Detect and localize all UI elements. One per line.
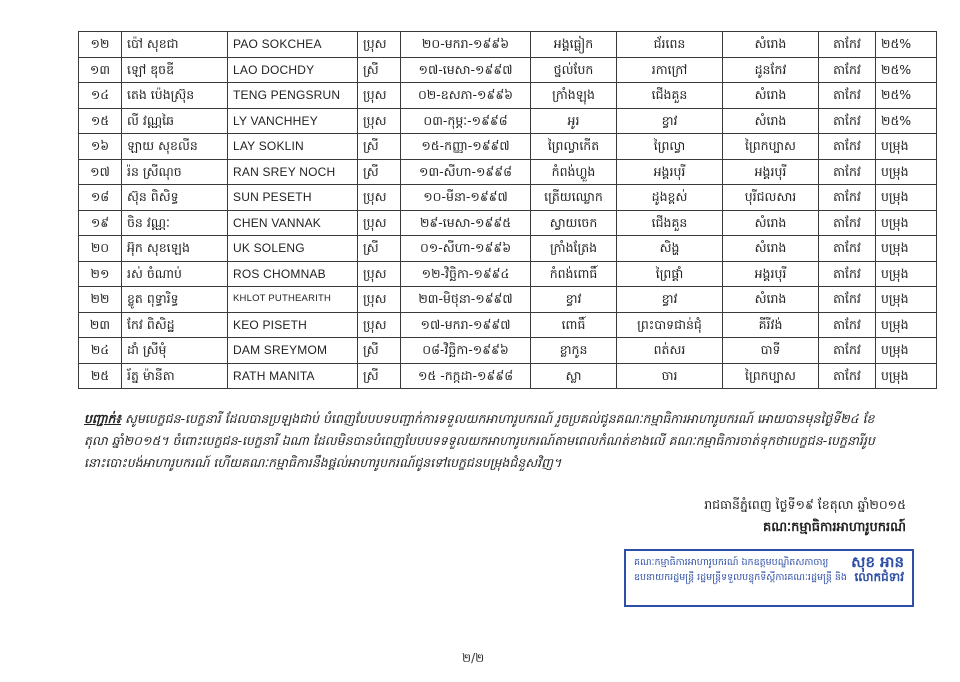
cell-sex: ប្រុស bbox=[358, 108, 401, 134]
cell-status: បម្រុង bbox=[876, 159, 937, 185]
cell-latin-name: LAY SOKLIN bbox=[228, 134, 358, 160]
cell-latin-name: ROS CHOMNAB bbox=[228, 261, 358, 287]
stamp-name-1: សុខ អាន bbox=[851, 553, 904, 571]
cell-no: ១៦ bbox=[79, 134, 122, 160]
cell-birth-village: កំពង់ហ្លួង bbox=[531, 159, 617, 185]
cell-no: ២០ bbox=[79, 236, 122, 262]
cell-birth-village: ស្វាយចេក bbox=[531, 210, 617, 236]
cell-status: ២៥% bbox=[876, 32, 937, 58]
cell-sex: ស្រី bbox=[358, 338, 401, 364]
cell-no: ១៧ bbox=[79, 159, 122, 185]
cell-dob: ១២-វិច្ឆិកា-១៩៩៤ bbox=[401, 261, 531, 287]
cell-birth-village: កំពង់ពោធិ៍ bbox=[531, 261, 617, 287]
cell-birth-commune: ពត់សរ bbox=[617, 338, 723, 364]
office-signature-title: គណៈកម្មាធិការអាហារូបករណ៍ bbox=[763, 520, 906, 535]
cell-province: តាកែវ bbox=[819, 57, 876, 83]
cell-dob: ២០-មករា-១៩៩៦ bbox=[401, 32, 531, 58]
cell-status: បម្រុង bbox=[876, 312, 937, 338]
table-row bbox=[79, 32, 937, 58]
cell-latin-name: PAO SOKCHEA bbox=[228, 32, 358, 58]
cell-latin-name: RATH MANITA bbox=[228, 363, 358, 389]
cell-status: បម្រុង bbox=[876, 338, 937, 364]
table-row bbox=[79, 83, 937, 109]
stamp-line-2: ឧបនាយករដ្ឋមន្ត្រី រដ្ឋមន្ត្រីទទួលបន្ទុកទីស្ដីការគណៈរដ្ឋមន្ត្រី និង bbox=[634, 572, 847, 583]
cell-sex: ស្រី bbox=[358, 57, 401, 83]
cell-sex: ស្រី bbox=[358, 159, 401, 185]
cell-birth-district: សំរោង bbox=[723, 108, 819, 134]
cell-sex: ប្រុស bbox=[358, 261, 401, 287]
cell-birth-commune: ខ្វាវ bbox=[617, 287, 723, 313]
cell-sex: ស្រី bbox=[358, 363, 401, 389]
cell-status: បម្រុង bbox=[876, 210, 937, 236]
table-body bbox=[79, 32, 937, 389]
cell-khmer-name: ឡៅ ឌុចឌី bbox=[122, 57, 228, 83]
cell-khmer-name: តេង ប៉េងស្រ៊ុន bbox=[122, 83, 228, 109]
cell-latin-name: RAN SREY NOCH bbox=[228, 159, 358, 185]
stamp-row-1 bbox=[634, 555, 904, 570]
table-row bbox=[79, 312, 937, 338]
stamp-row-2 bbox=[634, 570, 904, 585]
cell-dob: ០២-ឧសភា-១៩៩៦ bbox=[401, 83, 531, 109]
cell-birth-village: អូរ bbox=[531, 108, 617, 134]
cell-no: ២៥ bbox=[79, 363, 122, 389]
cell-province: តាកែវ bbox=[819, 261, 876, 287]
cell-dob: ១៥ -កក្កដា-១៩៩៨ bbox=[401, 363, 531, 389]
cell-birth-commune: ព្រះបាទជាន់ជុំ bbox=[617, 312, 723, 338]
cell-province: តាកែវ bbox=[819, 338, 876, 364]
note-text: សូមបេក្ខជន-បេក្ខនារី ដែលបានប្រឡងជាប់ បំពេញបែបបទបញ្ជាក់ការទទួលយកអាហារូបករណ៍ រួចប្រគល់ជូនគណៈកម្មាធិការអាហារូបករណ៍ អោយបានមុនថ្ងៃទី២៤ ខែតុលា ឆ្នាំ២០១៥។ ចំពោះបេក្ខជន-បេក្ខនារី ឯណា ដែលមិនបានបំពេញបែបបទទទួលយកអាហារូបករណ៍តាមពេលកំណត់ខាងលើ គណៈកម្មាធិការចាត់ទុកថាបេក្ខជន-បេក្ខនារីរូបនោះបោះបង់អាហារូបករណ៍ ហើយគណៈកម្មាធិការនឹងផ្ដល់អាហារូបករណ៍ជូនទៅបេក្ខជនបម្រុងជំនួសវិញ។ bbox=[84, 411, 875, 470]
cell-province: តាកែវ bbox=[819, 236, 876, 262]
cell-birth-district: សំរោង bbox=[723, 236, 819, 262]
cell-dob: ១៧-មករា-១៩៩៧ bbox=[401, 312, 531, 338]
cell-khmer-name: លី វណ្ណឆៃ bbox=[122, 108, 228, 134]
note-label: បញ្ជាក់៖ bbox=[84, 411, 121, 426]
table-row bbox=[79, 287, 937, 313]
cell-latin-name: LAO DOCHDY bbox=[228, 57, 358, 83]
cell-dob: ១៣-សីហា-១៩៩៨ bbox=[401, 159, 531, 185]
cell-khmer-name: រ័ត្ន ម៉ានីតា bbox=[122, 363, 228, 389]
cell-no: ១៨ bbox=[79, 185, 122, 211]
cell-no: ២២ bbox=[79, 287, 122, 313]
cell-status: បម្រុង bbox=[876, 261, 937, 287]
table-row bbox=[79, 210, 937, 236]
cell-birth-commune: ព្រៃផ្គាំ bbox=[617, 261, 723, 287]
cell-dob: ១០-មីនា-១៩៩៧ bbox=[401, 185, 531, 211]
cell-no: ១៤ bbox=[79, 83, 122, 109]
cell-birth-village: ខ្លាកូន bbox=[531, 338, 617, 364]
cell-birth-village: ស្លា bbox=[531, 363, 617, 389]
cell-birth-district: គីរីវង់ bbox=[723, 312, 819, 338]
cell-status: ២៥% bbox=[876, 108, 937, 134]
cell-latin-name: LY VANCHHEY bbox=[228, 108, 358, 134]
cell-province: តាកែវ bbox=[819, 83, 876, 109]
table-row bbox=[79, 338, 937, 364]
cell-sex: ប្រុស bbox=[358, 210, 401, 236]
cell-birth-district: អង្គរបុរី bbox=[723, 261, 819, 287]
table-row bbox=[79, 159, 937, 185]
cell-latin-name: KEO PISETH bbox=[228, 312, 358, 338]
cell-birth-district: សំរោង bbox=[723, 83, 819, 109]
cell-no: ២៤ bbox=[79, 338, 122, 364]
cell-dob: ១៥-កញ្ញា-១៩៩៧ bbox=[401, 134, 531, 160]
cell-birth-village: អង្គធ្លៀក bbox=[531, 32, 617, 58]
cell-province: តាកែវ bbox=[819, 159, 876, 185]
cell-province: តាកែវ bbox=[819, 363, 876, 389]
cell-birth-commune: ដូងខ្ពស់ bbox=[617, 185, 723, 211]
cell-no: ១៣ bbox=[79, 57, 122, 83]
cell-birth-village: ត្រើយឈ្លោក bbox=[531, 185, 617, 211]
cell-province: តាកែវ bbox=[819, 287, 876, 313]
cell-birth-village: ខ្វាវ bbox=[531, 287, 617, 313]
official-stamp bbox=[624, 549, 914, 607]
cell-status: បម្រុង bbox=[876, 363, 937, 389]
cell-khmer-name: រស់ ចំណាប់ bbox=[122, 261, 228, 287]
cell-no: ១៩ bbox=[79, 210, 122, 236]
cell-birth-village: ក្រាំងឡុង bbox=[531, 83, 617, 109]
cell-birth-commune: រកាក្រៅ bbox=[617, 57, 723, 83]
cell-latin-name: SUN PESETH bbox=[228, 185, 358, 211]
cell-birth-commune: អង្គរបុរី bbox=[617, 159, 723, 185]
cell-status: បម្រុង bbox=[876, 236, 937, 262]
cell-birth-village: ថ្នល់បែក bbox=[531, 57, 617, 83]
cell-birth-commune: ជើងគួន bbox=[617, 210, 723, 236]
cell-sex: ប្រុស bbox=[358, 32, 401, 58]
cell-dob: ២៣-មិថុនា-១៩៩៧ bbox=[401, 287, 531, 313]
table-row bbox=[79, 57, 937, 83]
cell-khmer-name: កែវ ពិសិដ្ឋ bbox=[122, 312, 228, 338]
cell-province: តាកែវ bbox=[819, 134, 876, 160]
cell-no: ២៣ bbox=[79, 312, 122, 338]
cell-province: តាកែវ bbox=[819, 185, 876, 211]
cell-birth-village: ក្រាំងត្រែង bbox=[531, 236, 617, 262]
table-row bbox=[79, 134, 937, 160]
cell-status: បម្រុង bbox=[876, 287, 937, 313]
cell-khmer-name: ដាំ ស្រីមុំ bbox=[122, 338, 228, 364]
cell-province: តាកែវ bbox=[819, 32, 876, 58]
cell-birth-commune: ជ័រពេន bbox=[617, 32, 723, 58]
cell-birth-village: ព្រៃល្វាកើត bbox=[531, 134, 617, 160]
table-row bbox=[79, 108, 937, 134]
table-row bbox=[79, 261, 937, 287]
cell-sex: ប្រុស bbox=[358, 185, 401, 211]
table-row bbox=[79, 236, 937, 262]
cell-province: តាកែវ bbox=[819, 312, 876, 338]
cell-birth-commune: សិង្ហ bbox=[617, 236, 723, 262]
cell-khmer-name: ចិន វណ្ណៈ bbox=[122, 210, 228, 236]
cell-no: ១២ bbox=[79, 32, 122, 58]
cell-latin-name: CHEN VANNAK bbox=[228, 210, 358, 236]
cell-khmer-name: ប៉ៅ សុខជា bbox=[122, 32, 228, 58]
cell-birth-village: ពោធិ៍ bbox=[531, 312, 617, 338]
stamp-line-1: គណៈកម្មាធិការអាហារូបករណ៍ ឯកឧត្តមបណ្ឌិតសភាចារ្យ bbox=[634, 557, 829, 568]
cell-sex: ស្រី bbox=[358, 236, 401, 262]
cell-status: បម្រុង bbox=[876, 185, 937, 211]
cell-birth-commune: ព្រៃល្វា bbox=[617, 134, 723, 160]
cell-no: ១៥ bbox=[79, 108, 122, 134]
cell-dob: ២៩-មេសា-១៩៩៥ bbox=[401, 210, 531, 236]
cell-birth-district: សំរោង bbox=[723, 287, 819, 313]
cell-sex: ប្រុស bbox=[358, 83, 401, 109]
scholarship-table bbox=[78, 31, 937, 389]
cell-latin-name: TENG PENGSRUN bbox=[228, 83, 358, 109]
cell-birth-district: ព្រៃកប្បាស bbox=[723, 134, 819, 160]
cell-khmer-name: ឡាយ សុខលីន bbox=[122, 134, 228, 160]
cell-latin-name: DAM SREYMOM bbox=[228, 338, 358, 364]
cell-no: ២១ bbox=[79, 261, 122, 287]
cell-sex: ស្រី bbox=[358, 134, 401, 160]
cell-birth-district: បុរីជលសារ bbox=[723, 185, 819, 211]
cell-province: តាកែវ bbox=[819, 108, 876, 134]
cell-dob: ០៨-វិច្ឆិកា-១៩៩៦ bbox=[401, 338, 531, 364]
cell-birth-commune: ចារ bbox=[617, 363, 723, 389]
cell-province: តាកែវ bbox=[819, 210, 876, 236]
cell-dob: ១៧-មេសា-១៩៩៧ bbox=[401, 57, 531, 83]
cell-khmer-name: ខ្លូត ពុទ្ធារិទ្ធ bbox=[122, 287, 228, 313]
dateline: រាជធានីភ្នំពេញ ថ្ងៃទី១៩ ខែតុលា ឆ្នាំ២០១៥ bbox=[704, 497, 906, 512]
cell-birth-district: សំរោង bbox=[723, 210, 819, 236]
table-row bbox=[79, 185, 937, 211]
cell-birth-district: ដូនកែវ bbox=[723, 57, 819, 83]
cell-birth-district: សំរោង bbox=[723, 32, 819, 58]
cell-birth-district: ព្រៃកប្បាស bbox=[723, 363, 819, 389]
cell-dob: ០៣-កុម្ភៈ-១៩៩៨ bbox=[401, 108, 531, 134]
page-number: ២/២ bbox=[462, 651, 485, 665]
cell-birth-commune: ខ្វាវ bbox=[617, 108, 723, 134]
cell-khmer-name: រ៉ន ស្រីណុច bbox=[122, 159, 228, 185]
cell-dob: ០១-សីហា-១៩៩៦ bbox=[401, 236, 531, 262]
cell-birth-commune: ជើងគួន bbox=[617, 83, 723, 109]
cell-latin-name: KHLOT PUTHEARITH bbox=[228, 287, 358, 313]
stamp-name-2: លោកជំទាវ bbox=[854, 570, 904, 584]
cell-sex: ប្រុស bbox=[358, 287, 401, 313]
cell-sex: ប្រុស bbox=[358, 312, 401, 338]
cell-status: ២៥% bbox=[876, 57, 937, 83]
cell-latin-name: UK SOLENG bbox=[228, 236, 358, 262]
cell-khmer-name: អ៊ុក សុខឡេង bbox=[122, 236, 228, 262]
cell-status: ២៥% bbox=[876, 83, 937, 109]
cell-status: បម្រុង bbox=[876, 134, 937, 160]
note-paragraph bbox=[84, 408, 884, 474]
cell-birth-district: បាទី bbox=[723, 338, 819, 364]
cell-khmer-name: ស៊ុន ពិសិទ្ធ bbox=[122, 185, 228, 211]
table-row bbox=[79, 363, 937, 389]
cell-birth-district: អង្គរបុរី bbox=[723, 159, 819, 185]
